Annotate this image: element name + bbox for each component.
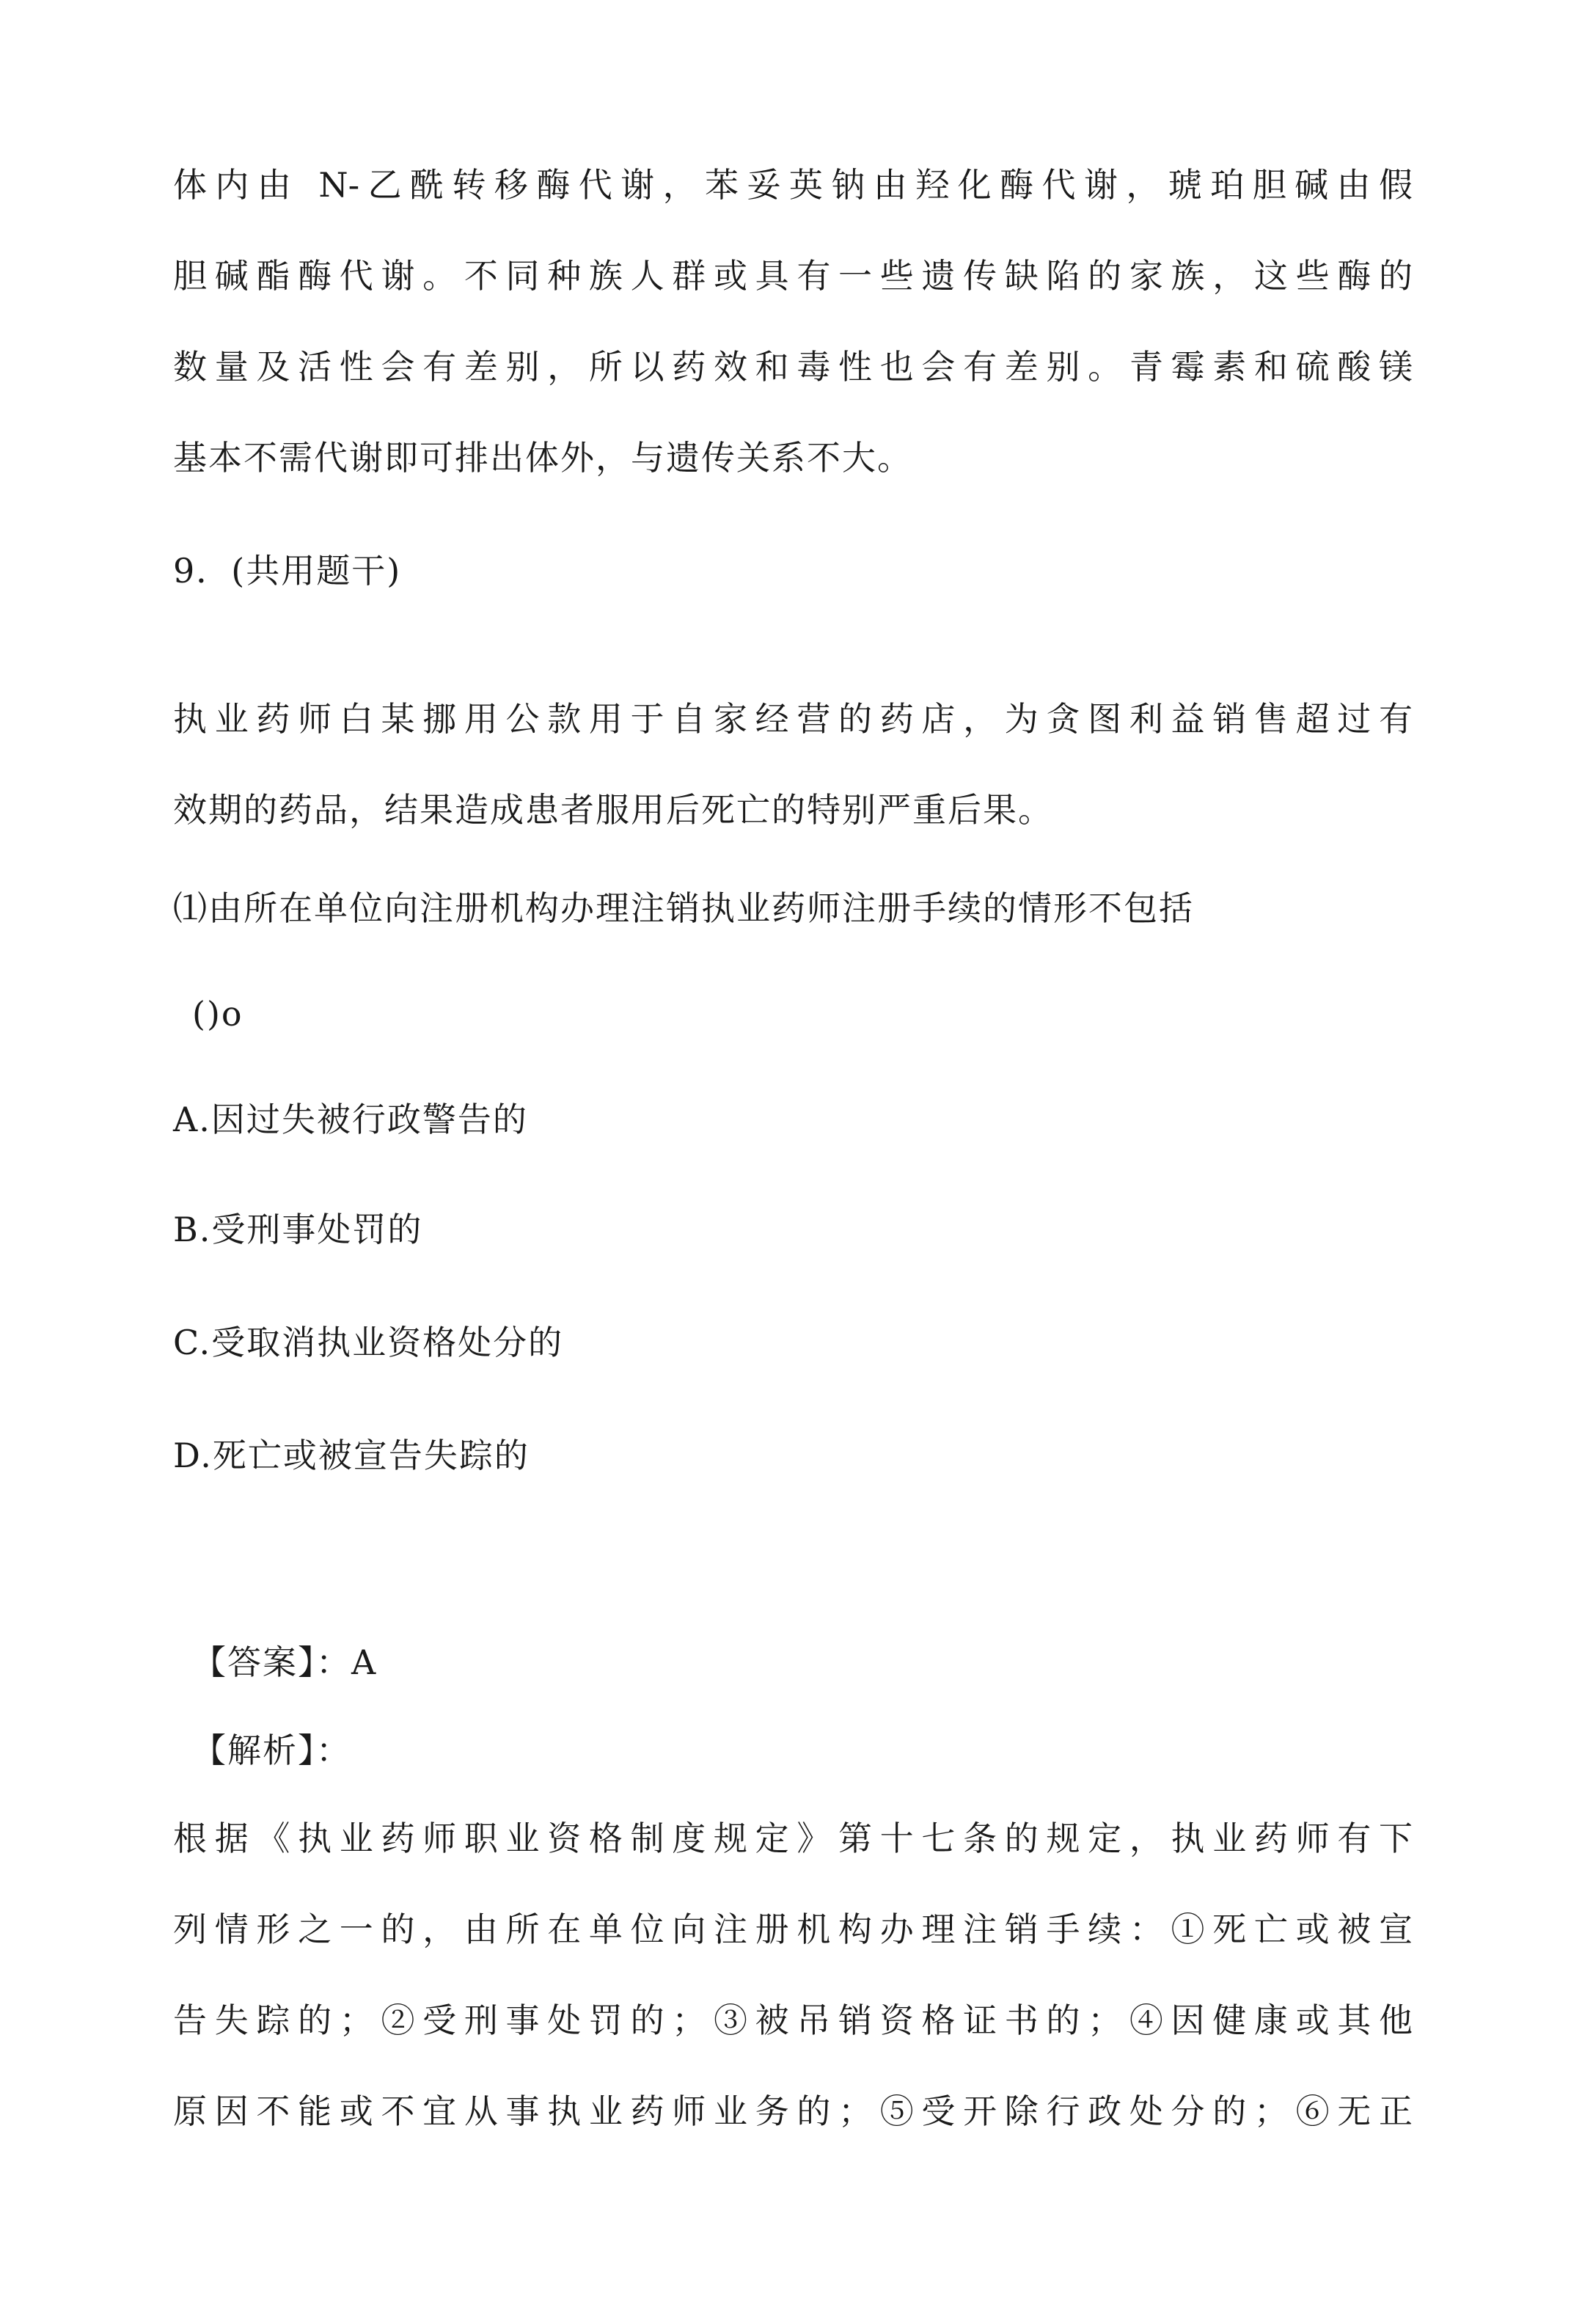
question-stem-line: 效期的药品，结果造成患者服用后死亡的特别严重后果。 [173,790,1053,830]
analysis-line: 原因不能或不宜从事执业药师业务的；⑤受开除行政处分的；⑥无正 [173,2091,1413,2131]
paragraph-line: 体内由 N-乙酰转移酶代谢，苯妥英钠由羟化酶代谢，琥珀胆碱由假 [173,165,1413,205]
paragraph-line: 数量及活性会有差别，所以药效和毒性也会有差别。青霉素和硫酸镁 [173,347,1413,387]
question-number: 9．(共用题干) [173,551,402,591]
option-c: C.受取消执业资格处分的 [173,1323,564,1362]
paragraph-line: 基本不需代谢即可排出体外，与遗传关系不大。 [173,438,912,478]
analysis-label: 【解析】： [192,1731,351,1770]
option-a: A.因过失被行政警告的 [173,1100,528,1139]
analysis-line: 列情形之一的，由所在单位向注册机构办理注销手续：①死亡或被宣 [173,1910,1413,1949]
analysis-line: 告失踪的；②受刑事处罚的；③被吊销资格证书的；④因健康或其他 [173,2000,1413,2040]
option-b: B.受刑事处罚的 [173,1210,423,1249]
answer-label: 【答案】：A [192,1642,378,1682]
answer-blank: ()o [192,994,243,1034]
sub-question: ⑴由所在单位向注册机构办理注销执业药师注册手续的情形不包括 [173,888,1194,928]
question-stem-line: 执业药师白某挪用公款用于自家经营的药店，为贪图利益销售超过有 [173,699,1413,739]
option-d: D.死亡或被宣告失踪的 [173,1436,530,1475]
paragraph-line: 胆碱酯酶代谢。不同种族人群或具有一些遗传缺陷的家族，这些酶的 [173,256,1413,296]
analysis-line: 根据《执业药师职业资格制度规定》第十七条的规定，执业药师有下 [173,1819,1413,1858]
